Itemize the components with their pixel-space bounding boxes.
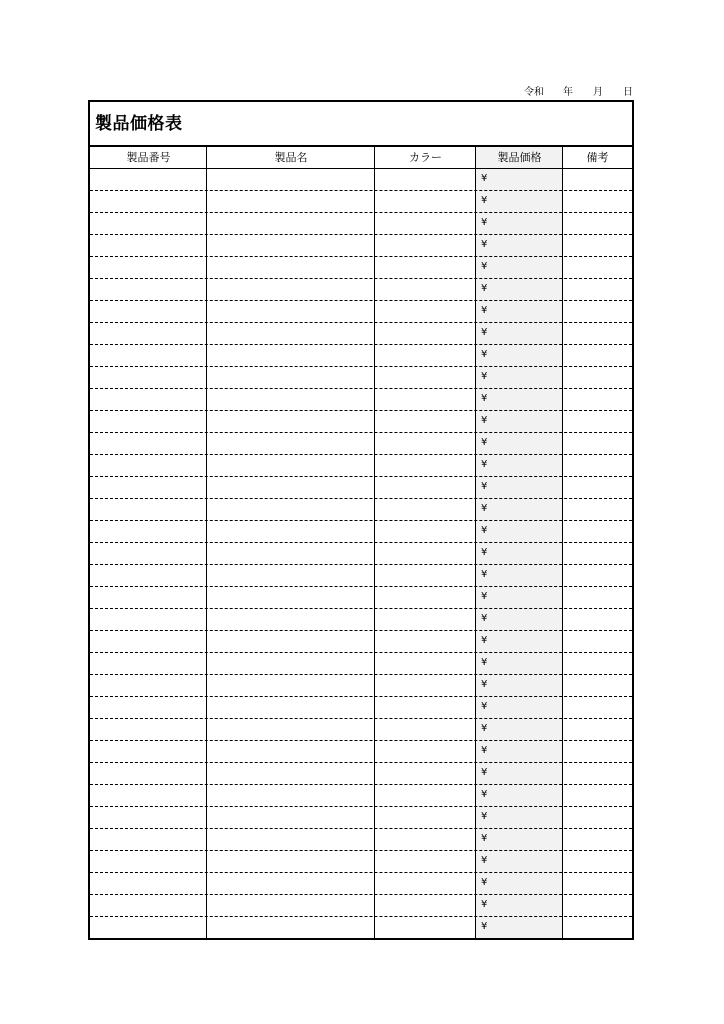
table-row	[90, 829, 632, 851]
price-currency-symbol: ¥	[481, 899, 488, 910]
price-currency-symbol: ¥	[481, 415, 488, 426]
page-title: 製品価格表	[95, 114, 183, 134]
price-currency-symbol: ¥	[481, 195, 488, 206]
table-row	[90, 785, 632, 807]
table-row	[90, 257, 632, 279]
price-currency-symbol: ¥	[481, 173, 488, 184]
price-currency-symbol: ¥	[481, 547, 488, 558]
header-color: カラー	[409, 151, 442, 164]
price-currency-symbol: ¥	[481, 569, 488, 580]
date-year: 年	[563, 87, 573, 98]
table-row	[90, 565, 632, 587]
table-row	[90, 367, 632, 389]
header-row	[90, 147, 632, 169]
table-row	[90, 763, 632, 785]
price-currency-symbol: ¥	[481, 833, 488, 844]
price-currency-symbol: ¥	[481, 283, 488, 294]
price-currency-symbol: ¥	[481, 591, 488, 602]
table-row	[90, 543, 632, 565]
price-currency-symbol: ¥	[481, 239, 488, 250]
price-currency-symbol: ¥	[481, 811, 488, 822]
table-row	[90, 653, 632, 675]
price-currency-symbol: ¥	[481, 745, 488, 756]
price-currency-symbol: ¥	[481, 855, 488, 866]
price-currency-symbol: ¥	[481, 393, 488, 404]
price-currency-symbol: ¥	[481, 349, 488, 360]
price-currency-symbol: ¥	[481, 305, 488, 316]
date-era: 令和	[524, 87, 544, 98]
price-currency-symbol: ¥	[481, 503, 488, 514]
table-row	[90, 609, 632, 631]
price-currency-symbol: ¥	[481, 635, 488, 646]
table-row	[90, 323, 632, 345]
price-currency-symbol: ¥	[481, 701, 488, 712]
title-box	[90, 102, 632, 147]
date-month: 月	[593, 87, 603, 98]
table-row	[90, 521, 632, 543]
table-row	[90, 851, 632, 873]
price-currency-symbol: ¥	[481, 459, 488, 470]
table-row	[90, 301, 632, 323]
header-product-number: 製品番号	[126, 151, 171, 164]
price-currency-symbol: ¥	[481, 437, 488, 448]
table-row	[90, 433, 632, 455]
table-row	[90, 477, 632, 499]
table-row	[90, 697, 632, 719]
price-currency-symbol: ¥	[481, 767, 488, 778]
price-currency-symbol: ¥	[481, 613, 488, 624]
price-currency-symbol: ¥	[481, 371, 488, 382]
table-row	[90, 235, 632, 257]
price-currency-symbol: ¥	[481, 481, 488, 492]
price-currency-symbol: ¥	[481, 921, 488, 932]
table-row	[90, 917, 632, 939]
table-row	[90, 895, 632, 917]
table-row	[90, 631, 632, 653]
table-row	[90, 455, 632, 477]
table-row	[90, 741, 632, 763]
price-currency-symbol: ¥	[481, 679, 488, 690]
table-row	[90, 411, 632, 433]
price-currency-symbol: ¥	[481, 789, 488, 800]
price-currency-symbol: ¥	[481, 327, 488, 338]
price-currency-symbol: ¥	[481, 657, 488, 668]
price-currency-symbol: ¥	[481, 723, 488, 734]
table-row	[90, 587, 632, 609]
price-currency-symbol: ¥	[481, 217, 488, 228]
date-day: 日	[623, 87, 633, 98]
table-row	[90, 213, 632, 235]
date-line	[520, 86, 635, 100]
table-row	[90, 675, 632, 697]
table-row	[90, 807, 632, 829]
table-row	[90, 873, 632, 895]
header-product-name: 製品名	[274, 151, 308, 164]
price-currency-symbol: ¥	[481, 261, 488, 272]
table-row	[90, 499, 632, 521]
table-row	[90, 169, 632, 191]
price-currency-symbol: ¥	[481, 877, 488, 888]
table-row	[90, 719, 632, 741]
table-row	[90, 389, 632, 411]
table-row	[90, 279, 632, 301]
price-table	[88, 100, 634, 940]
table-row	[90, 191, 632, 213]
table-row	[90, 345, 632, 367]
price-currency-symbol: ¥	[481, 525, 488, 536]
header-notes: 備考	[586, 151, 609, 164]
header-price: 製品価格	[497, 151, 542, 164]
table-body	[90, 169, 632, 938]
